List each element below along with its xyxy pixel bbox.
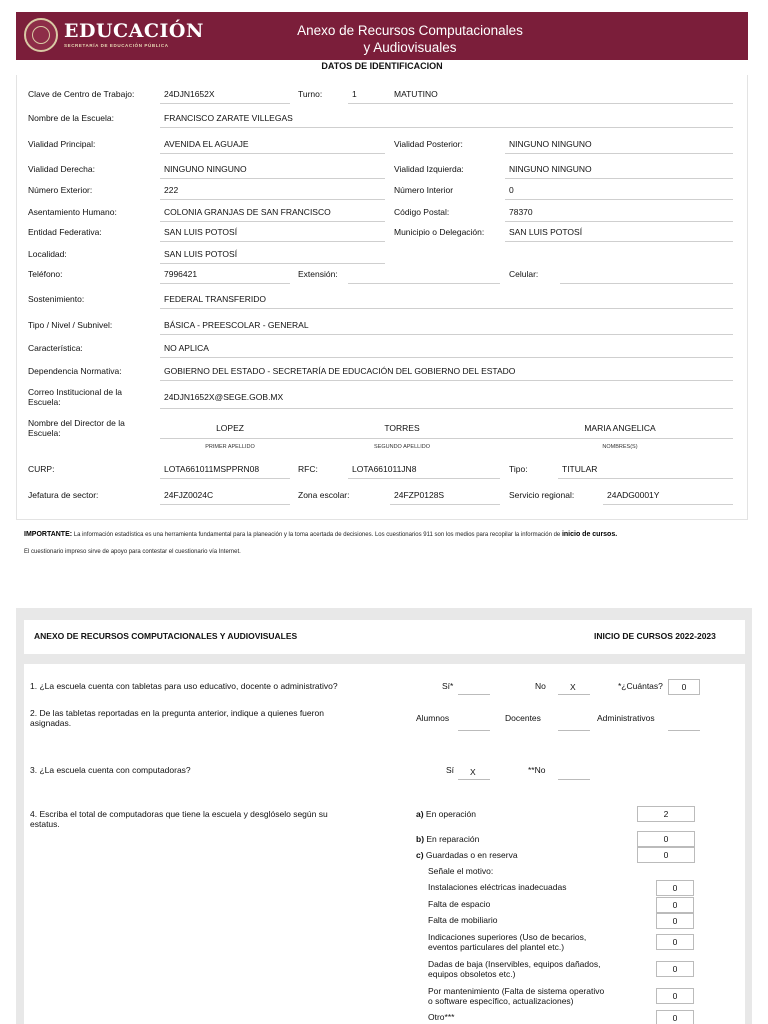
director-label-1: Nombre del Director de la — [28, 418, 125, 428]
motivo-mantenimiento-field[interactable]: 0 — [656, 988, 694, 1004]
motivo-mobiliario: Falta de mobiliario — [428, 915, 498, 925]
vialidad-principal-label: Vialidad Principal: — [28, 139, 96, 149]
motivo-espacio-field[interactable]: 0 — [656, 897, 694, 913]
turno-number: 1 — [352, 89, 357, 99]
q3-no-field[interactable] — [558, 779, 590, 780]
question-4-line1: 4. Escriba el total de computadoras que tiene la escuela y desglóselo según su — [30, 809, 328, 819]
motivo-baja-line1: Dadas de baja (Inservibles, equipos dañados, — [428, 959, 601, 969]
vialidad-principal-value: AVENIDA EL AGUAJE — [164, 139, 249, 149]
correo-label-1: Correo Institucional de la — [28, 387, 123, 397]
municipio-label: Municipio o Delegación: — [394, 227, 485, 237]
caracteristica-value: NO APLICA — [164, 343, 209, 353]
q1-cuantas-field[interactable]: 0 — [668, 679, 700, 695]
localidad-label: Localidad: — [28, 249, 67, 259]
en-reparacion-field[interactable]: 0 — [637, 831, 695, 847]
curp-label: CURP: — [28, 464, 55, 474]
localidad-value: SAN LUIS POTOSÍ — [164, 249, 238, 259]
clave-value: 24DJN1652X — [164, 89, 215, 99]
celular-label: Celular: — [509, 269, 539, 279]
question-1: 1. ¿La escuela cuenta con tabletas para uso educativo, docente o administrativo? — [30, 681, 338, 691]
motivo-otro: Otro*** — [428, 1012, 455, 1022]
motivo-indicaciones-field[interactable]: 0 — [656, 934, 694, 950]
vialidad-derecha-value: NINGUNO NINGUNO — [164, 164, 247, 174]
caracteristica-label: Característica: — [28, 343, 83, 353]
servicio-label: Servicio regional: — [509, 490, 575, 500]
brand-subtitle: SECRETARÍA DE EDUCACIÓN PÚBLICA — [64, 43, 169, 48]
turno-label: Turno: — [298, 89, 323, 99]
q1-no-label: No — [535, 681, 546, 691]
motivo-indicaciones-line1: Indicaciones superiores (Uso de becarios, — [428, 932, 587, 942]
annex-cycle: INICIO DE CURSOS 2022-2023 — [594, 631, 716, 641]
vialidad-derecha-label: Vialidad Derecha: — [28, 164, 95, 174]
vialidad-posterior-value: NINGUNO NINGUNO — [509, 139, 592, 149]
vialidad-izquierda-label: Vialidad Izquierda: — [394, 164, 464, 174]
entidad-value: SAN LUIS POTOSÍ — [164, 227, 238, 237]
q2-docentes-field[interactable] — [558, 730, 590, 731]
curp-value: LOTA661011MSPPRN08 — [164, 464, 260, 474]
motivo-heading: Señale el motivo: — [428, 866, 494, 876]
important-note: IMPORTANTE: La información estadística es una herramienta fundamental para la planeación y la toma acertada de decisiones. Los cuestionarios 911 son los medios para recopilar la información de inicio de cursos. — [24, 531, 618, 538]
header-title-line1: Anexo de Recursos Computacionales — [297, 23, 523, 38]
status-guardadas: c) Guardadas o en reserva — [416, 850, 518, 860]
apellido2-caption: SEGUNDO APELLIDO — [374, 444, 430, 450]
tipo-nivel-label: Tipo / Nivel / Subnivel: — [28, 320, 113, 330]
q2-admin-label: Administrativos — [597, 713, 655, 723]
clave-label: Clave de Centro de Trabajo: — [28, 89, 135, 99]
section-title-identificacion: DATOS DE IDENTIFICACION — [321, 61, 443, 71]
motivo-mobiliario-field[interactable]: 0 — [656, 913, 694, 929]
jefatura-value: 24FJZ0024C — [164, 490, 214, 500]
coat-of-arms-icon — [24, 18, 58, 52]
q2-alumnos-field[interactable] — [458, 730, 490, 731]
telefono-value: 7996421 — [164, 269, 198, 279]
q1-si-field[interactable] — [458, 694, 490, 695]
tipo-nivel-value: BÁSICA - PREESCOLAR - GENERAL — [164, 320, 309, 330]
apellido1-caption: PRIMER APELLIDO — [205, 444, 255, 450]
telefono-label: Teléfono: — [28, 269, 63, 279]
turno-value: MATUTINO — [394, 89, 438, 99]
codigo-postal-label: Código Postal: — [394, 207, 450, 217]
motivo-mantenimiento-line1: Por mantenimiento (Falta de sistema operativo — [428, 986, 605, 996]
status-en-operacion: a) En operación — [416, 809, 477, 819]
numero-interior-value: 0 — [509, 185, 514, 195]
brand-title: EDUCACIÓN — [64, 20, 204, 42]
zona-value: 24FZP0128S — [394, 490, 445, 500]
motivo-baja-field[interactable]: 0 — [656, 961, 694, 977]
motivo-indicaciones-line2: eventos particulares del plantel etc.) — [428, 942, 565, 952]
director-apellido2: TORRES — [384, 423, 420, 433]
numero-exterior-value: 222 — [164, 185, 179, 195]
extension-label: Extensión: — [298, 269, 338, 279]
nombres-caption: NOMBRES(S) — [602, 444, 638, 450]
question-2-line2: asignadas. — [30, 718, 72, 728]
question-3: 3. ¿La escuela cuenta con computadoras? — [30, 765, 191, 775]
motivo-instalaciones-field[interactable]: 0 — [656, 880, 694, 896]
guardadas-field[interactable]: 0 — [637, 847, 695, 863]
q1-si-label: Sí* — [442, 681, 454, 691]
motivo-mantenimiento-line2: o software específico, actualizaciones) — [428, 996, 574, 1006]
q1-no-mark[interactable]: X — [570, 682, 576, 692]
tipo-director-value: TITULAR — [562, 464, 598, 474]
director-nombres: MARIA ANGELICA — [584, 423, 656, 433]
correo-label-2: Escuela: — [28, 397, 61, 407]
codigo-postal-value: 78370 — [509, 207, 533, 217]
dependencia-value: GOBIERNO DEL ESTADO - SECRETARÍA DE EDUCACIÓN DEL GOBIERNO DEL ESTADO — [164, 366, 516, 376]
q1-cuantas-label: *¿Cuántas? — [618, 681, 663, 691]
q2-alumnos-label: Alumnos — [416, 713, 450, 723]
motivo-baja-line2: equipos obsoletos etc.) — [428, 969, 516, 979]
asentamiento-label: Asentamiento Humano: — [28, 207, 117, 217]
status-en-reparacion: b) En reparación — [416, 834, 480, 844]
q2-admin-field[interactable] — [668, 730, 700, 731]
rfc-value: LOTA661011JN8 — [352, 464, 417, 474]
director-apellido1: LOPEZ — [216, 423, 244, 433]
rfc-label: RFC: — [298, 464, 318, 474]
question-4-line2: estatus. — [30, 819, 60, 829]
motivo-espacio: Falta de espacio — [428, 899, 491, 909]
numero-interior-label: Número Interior — [394, 185, 454, 195]
tipo-director-label: Tipo: — [509, 464, 528, 474]
numero-exterior-label: Número Exterior: — [28, 185, 93, 195]
municipio-value: SAN LUIS POTOSÍ — [509, 227, 583, 237]
zona-label: Zona escolar: — [298, 490, 350, 500]
annex-title: ANEXO DE RECURSOS COMPUTACIONALES Y AUDIOVISUALES — [34, 631, 298, 641]
identification-form — [16, 75, 748, 520]
nombre-escuela-label: Nombre de la Escuela: — [28, 113, 114, 123]
asentamiento-value: COLONIA GRANJAS DE SAN FRANCISCO — [164, 207, 331, 217]
q3-no-label: **No — [528, 765, 546, 775]
nombre-escuela-value: FRANCISCO ZARATE VILLEGAS — [164, 113, 293, 123]
en-operacion-field[interactable]: 2 — [637, 806, 695, 822]
servicio-value: 24ADG0001Y — [607, 490, 660, 500]
entidad-label: Entidad Federativa: — [28, 227, 102, 237]
motivo-otro-field[interactable]: 0 — [656, 1010, 694, 1024]
q3-si-label: Sí — [446, 765, 455, 775]
vialidad-izquierda-value: NINGUNO NINGUNO — [509, 164, 592, 174]
correo-value: 24DJN1652X@SEGE.GOB.MX — [164, 392, 284, 402]
q2-docentes-label: Docentes — [505, 713, 541, 723]
note-line2: El cuestionario impreso sirve de apoyo para contestar el cuestionario vía Internet. — [24, 549, 241, 555]
dependencia-label: Dependencia Normativa: — [28, 366, 122, 376]
question-2-line1: 2. De las tabletas reportadas en la pregunta anterior, indique a quienes fueron — [30, 708, 324, 718]
motivo-instalaciones: Instalaciones eléctricas inadecuadas — [428, 882, 567, 892]
sostenimiento-label: Sostenimiento: — [28, 294, 85, 304]
director-label-2: Escuela: — [28, 428, 61, 438]
jefatura-label: Jefatura de sector: — [28, 490, 99, 500]
header-title-line2: y Audiovisuales — [363, 40, 457, 55]
vialidad-posterior-label: Vialidad Posterior: — [394, 139, 463, 149]
sostenimiento-value: FEDERAL TRANSFERIDO — [164, 294, 267, 304]
q3-si-mark[interactable]: X — [470, 767, 476, 777]
